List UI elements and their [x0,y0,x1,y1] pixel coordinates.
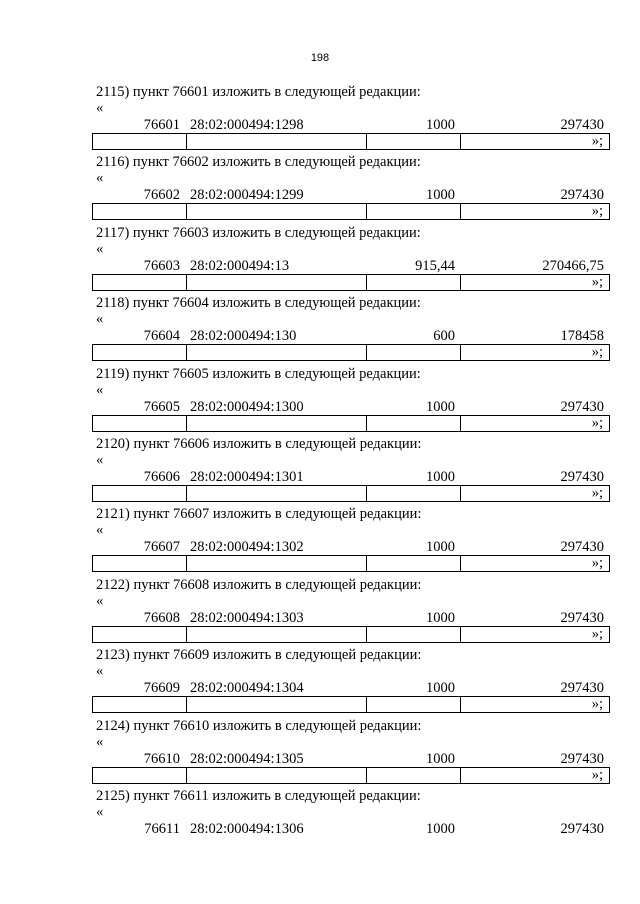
cadastral-number: 28:02:000494:1306 [190,820,304,837]
table-cell [366,486,460,501]
opening-quote: « [96,240,104,257]
opening-quote: « [96,663,104,680]
amendment-entry [0,506,640,576]
table-border-row [92,767,610,784]
opening-quote: « [96,170,104,187]
table-row [92,680,610,696]
amendment-heading: 2121) пункт 76607 изложить в следующей редакции: [96,506,422,523]
table-cell [93,204,186,219]
page-number: 198 [310,52,330,64]
table-cell [93,134,186,149]
area-value: 1000 [426,750,455,767]
amendment-heading: 2120) пункт 76606 изложить в следующей редакции: [96,435,422,452]
amendment-entry [0,295,640,365]
area-value: 1000 [426,187,455,204]
area-value: 1000 [426,539,455,556]
cost-value: 178458 [560,328,604,345]
opening-quote: « [96,381,104,398]
table-cell [460,556,609,571]
table-border-row [92,555,610,572]
cost-value: 297430 [560,609,604,626]
table-cell [460,486,609,501]
table-border-row [92,485,610,502]
table-cell [186,556,366,571]
opening-quote: « [96,451,104,468]
table-row [92,258,610,274]
opening-quote: « [96,803,104,820]
table-cell [366,345,460,360]
table-border-row [92,626,610,643]
table-cell [366,416,460,431]
closing-quote: »; [591,203,603,220]
table-cell [460,345,609,360]
table-cell [186,134,366,149]
table-cell [186,768,366,783]
amendment-entry [0,577,640,647]
cost-value: 297430 [560,750,604,767]
area-value: 915,44 [415,257,455,274]
cadastral-number: 28:02:000494:1298 [190,117,304,133]
area-value: 1000 [426,609,455,626]
cadastral-number: 28:02:000494:130 [190,328,297,345]
amendment-heading: 2119) пункт 76605 изложить в следующей редакции: [96,365,421,382]
table-row [92,187,610,203]
cost-value: 270466,75 [542,257,604,274]
closing-quote: »; [591,273,603,290]
cadastral-number: 28:02:000494:1300 [190,398,304,415]
amendment-heading: 2118) пункт 76604 изложить в следующей редакции: [96,295,421,312]
closing-quote: »; [591,484,603,501]
table-cell [93,768,186,783]
item-number: 76610 [143,750,180,767]
item-number: 76606 [143,468,180,485]
table-cell [186,486,366,501]
area-value: 1000 [426,117,455,133]
area-value: 600 [433,328,455,345]
closing-quote: »; [591,766,603,783]
opening-quote: « [96,522,104,539]
table-border-row [92,344,610,361]
cadastral-number: 28:02:000494:1299 [190,187,304,204]
table-row [92,469,610,485]
amendment-list [0,84,640,858]
item-number: 76608 [143,609,180,626]
item-number: 76607 [143,539,180,556]
cost-value: 297430 [560,539,604,556]
table-cell [366,134,460,149]
amendment-heading: 2124) пункт 76610 изложить в следующей редакции: [96,717,422,734]
table-cell [186,345,366,360]
amendment-entry [0,718,640,788]
closing-quote: »; [591,696,603,713]
table-border-row [92,415,610,432]
table-cell [460,627,609,642]
table-cell [186,204,366,219]
amendment-entry [0,436,640,506]
table-cell [93,275,186,290]
amendment-heading: 2116) пункт 76602 изложить в следующей редакции: [96,154,421,171]
table-cell [366,697,460,712]
item-number: 76604 [143,328,180,345]
area-value: 1000 [426,468,455,485]
area-value: 1000 [426,820,455,837]
table-cell [366,627,460,642]
cost-value: 297430 [560,820,604,837]
item-number: 76605 [143,398,180,415]
amendment-heading: 2122) пункт 76608 изложить в следующей редакции: [96,576,422,593]
table-cell [186,627,366,642]
amendment-entry [0,647,640,717]
table-cell [186,697,366,712]
item-number: 76602 [143,187,180,204]
table-cell [366,204,460,219]
amendment-entry [0,788,640,858]
amendment-entry [0,154,640,224]
item-number: 76611 [144,820,180,837]
cost-value: 297430 [560,398,604,415]
area-value: 1000 [426,398,455,415]
table-cell [93,627,186,642]
table-row [92,610,610,626]
amendment-heading: 2123) пункт 76609 изложить в следующей редакции: [96,647,422,664]
item-number: 76609 [143,680,180,697]
area-value: 1000 [426,680,455,697]
opening-quote: « [96,311,104,328]
cadastral-number: 28:02:000494:1305 [190,750,304,767]
table-row [92,539,610,555]
table-border-row [92,696,610,713]
item-number: 76601 [143,117,180,133]
amendment-entry [0,84,640,154]
cost-value: 297430 [560,680,604,697]
opening-quote: « [96,592,104,609]
table-cell [460,134,609,149]
amendment-entry [0,225,640,295]
cadastral-number: 28:02:000494:13 [190,257,290,274]
table-cell [460,275,609,290]
table-cell [460,768,609,783]
cadastral-number: 28:02:000494:1303 [190,609,304,626]
table-row [92,821,610,837]
closing-quote: »; [591,555,603,572]
table-cell [460,416,609,431]
cost-value: 297430 [560,468,604,485]
table-cell [93,556,186,571]
closing-quote: »; [591,344,603,361]
table-cell [186,275,366,290]
table-border-row [92,274,610,291]
table-cell [366,556,460,571]
table-cell [93,486,186,501]
table-row [92,751,610,767]
table-cell [460,204,609,219]
amendment-heading: 2115) пункт 76601 изложить в следующей редакции: [96,84,421,100]
table-cell [366,768,460,783]
cost-value: 297430 [560,117,604,133]
table-cell [93,697,186,712]
table-cell [366,275,460,290]
table-border-row [92,133,610,150]
opening-quote: « [96,100,104,116]
table-row [92,117,610,133]
cadastral-number: 28:02:000494:1301 [190,468,304,485]
table-border-row [92,203,610,220]
cadastral-number: 28:02:000494:1304 [190,680,304,697]
opening-quote: « [96,733,104,750]
amendment-entry [0,366,640,436]
table-row [92,399,610,415]
amendment-heading: 2125) пункт 76611 изложить в следующей редакции: [96,787,421,804]
table-cell [460,697,609,712]
cost-value: 297430 [560,187,604,204]
closing-quote: »; [591,414,603,431]
table-cell [93,345,186,360]
amendment-heading: 2117) пункт 76603 изложить в следующей редакции: [96,224,421,241]
closing-quote: »; [591,625,603,642]
table-cell [186,416,366,431]
cadastral-number: 28:02:000494:1302 [190,539,304,556]
table-cell [93,416,186,431]
table-row [92,328,610,344]
closing-quote: »; [591,133,603,149]
item-number: 76603 [143,257,180,274]
